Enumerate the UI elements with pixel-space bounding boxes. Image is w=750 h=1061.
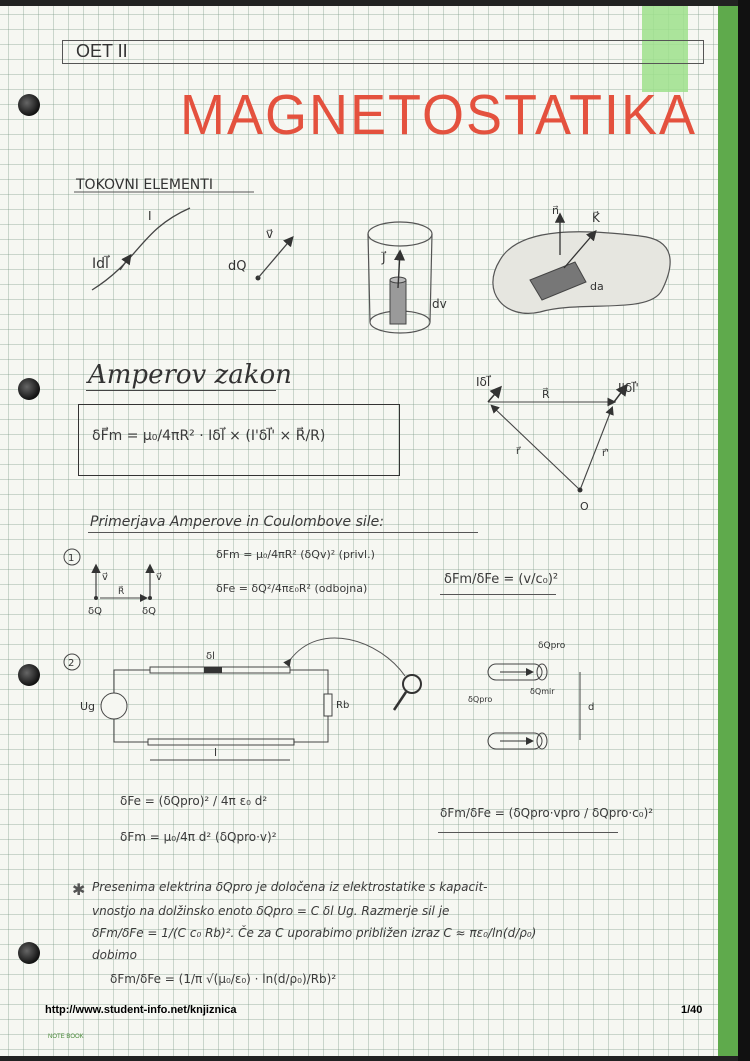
case2-ratio: δFm/δFe = (δQpro·vpro / δQpro·c₀)² xyxy=(440,806,654,820)
label-dl: δl xyxy=(206,651,215,662)
footer-url[interactable]: http://www.student-info.net/knjiznica xyxy=(45,1004,237,1016)
page-number: 1/40 xyxy=(681,1004,703,1016)
notebook-brand: NOTE BOOK xyxy=(48,1034,84,1040)
label-idl-a: Iδl⃗ xyxy=(476,375,491,389)
label-dqpro: δQpro xyxy=(538,641,566,651)
case2-fm: δFm = μ₀/4π d² (δQpro·v)² xyxy=(120,830,277,844)
label-v1: v⃗ xyxy=(102,572,108,583)
page-title: MAGNETOSTATIKA xyxy=(180,83,698,147)
note-line-2: vnostjo na dolžinsko enoto δQpro = C δl Ug. Razmerje sil je xyxy=(92,904,450,918)
label-da: da xyxy=(590,280,604,293)
label-n: n⃗ xyxy=(552,204,559,217)
case1-fm: δFm = μ₀/4πR² (δQv)² (privl.) xyxy=(216,548,375,561)
label-dv: dv xyxy=(432,297,447,311)
label-rb: Rb xyxy=(336,700,350,711)
final-formula: δFm/δFe = (1/π √(μ₀/ε₀) · ln(d/ρ₀)/Rb)² xyxy=(110,972,337,986)
case2-number: 2 xyxy=(68,658,75,669)
section-heading-primerjava: Primerjava Amperove in Coulombove sile: xyxy=(90,514,384,530)
label-r-vector: R⃗ xyxy=(542,388,550,401)
label-k: K⃗ xyxy=(592,211,600,225)
label-dqpro2: δQpro xyxy=(468,695,493,704)
label-r1: r⃗ xyxy=(516,446,521,457)
label-q2: δQ xyxy=(142,606,156,617)
label-dq: dQ xyxy=(228,259,247,274)
label-origin: O xyxy=(580,500,589,513)
label-i: I xyxy=(148,209,152,223)
ratio-underline xyxy=(440,594,556,595)
case1-fe: δFe = δQ²/4πε₀R² (odbojna) xyxy=(216,582,368,595)
course-label: OET II xyxy=(76,41,128,61)
label-ug: Ug xyxy=(80,700,96,713)
section-heading-tokovni: TOKOVNI ELEMENTI xyxy=(76,177,213,193)
note-line-3: δFm/δFe = 1/(C c₀ Rb)². Če za C uporabimo približen izraz C ≈ πε₀/ln(d/ρ₀) xyxy=(92,926,537,940)
label-v2: v⃗ xyxy=(156,572,162,583)
label-q1: δQ xyxy=(88,606,102,617)
label-j: J⃗ xyxy=(382,251,386,265)
case2-fe: δFe = (δQpro)² / 4π ε₀ d² xyxy=(120,794,268,808)
note-line-1: Presenima elektrina δQpro je določena iz elektrostatike s kapacit- xyxy=(92,880,488,894)
case1-number: 1 xyxy=(68,553,75,564)
ratio-underline xyxy=(438,832,618,833)
label-r: R⃗ xyxy=(118,587,125,597)
label-d: d xyxy=(588,702,595,713)
label-r2: r⃗' xyxy=(602,448,609,459)
note-line-4: dobimo xyxy=(92,948,137,962)
label-idl-b: I'δl⃗' xyxy=(618,381,639,395)
amperov-formula: δF⃗m = μ₀/4πR² · Iδl⃗ × (I'δl⃗' × R⃗/R) xyxy=(92,428,326,444)
label-idl: Idl⃗ xyxy=(92,256,109,272)
label-l: l xyxy=(214,746,218,759)
label-dqmir: δQmir xyxy=(530,687,555,696)
case1-ratio: δFm/δFe = (v/c₀)² xyxy=(444,572,559,587)
section-heading-amperov: Amperov zakon xyxy=(88,360,292,390)
lightbulb-icon: ✱ xyxy=(72,882,86,899)
label-v: v⃗ xyxy=(266,227,274,241)
